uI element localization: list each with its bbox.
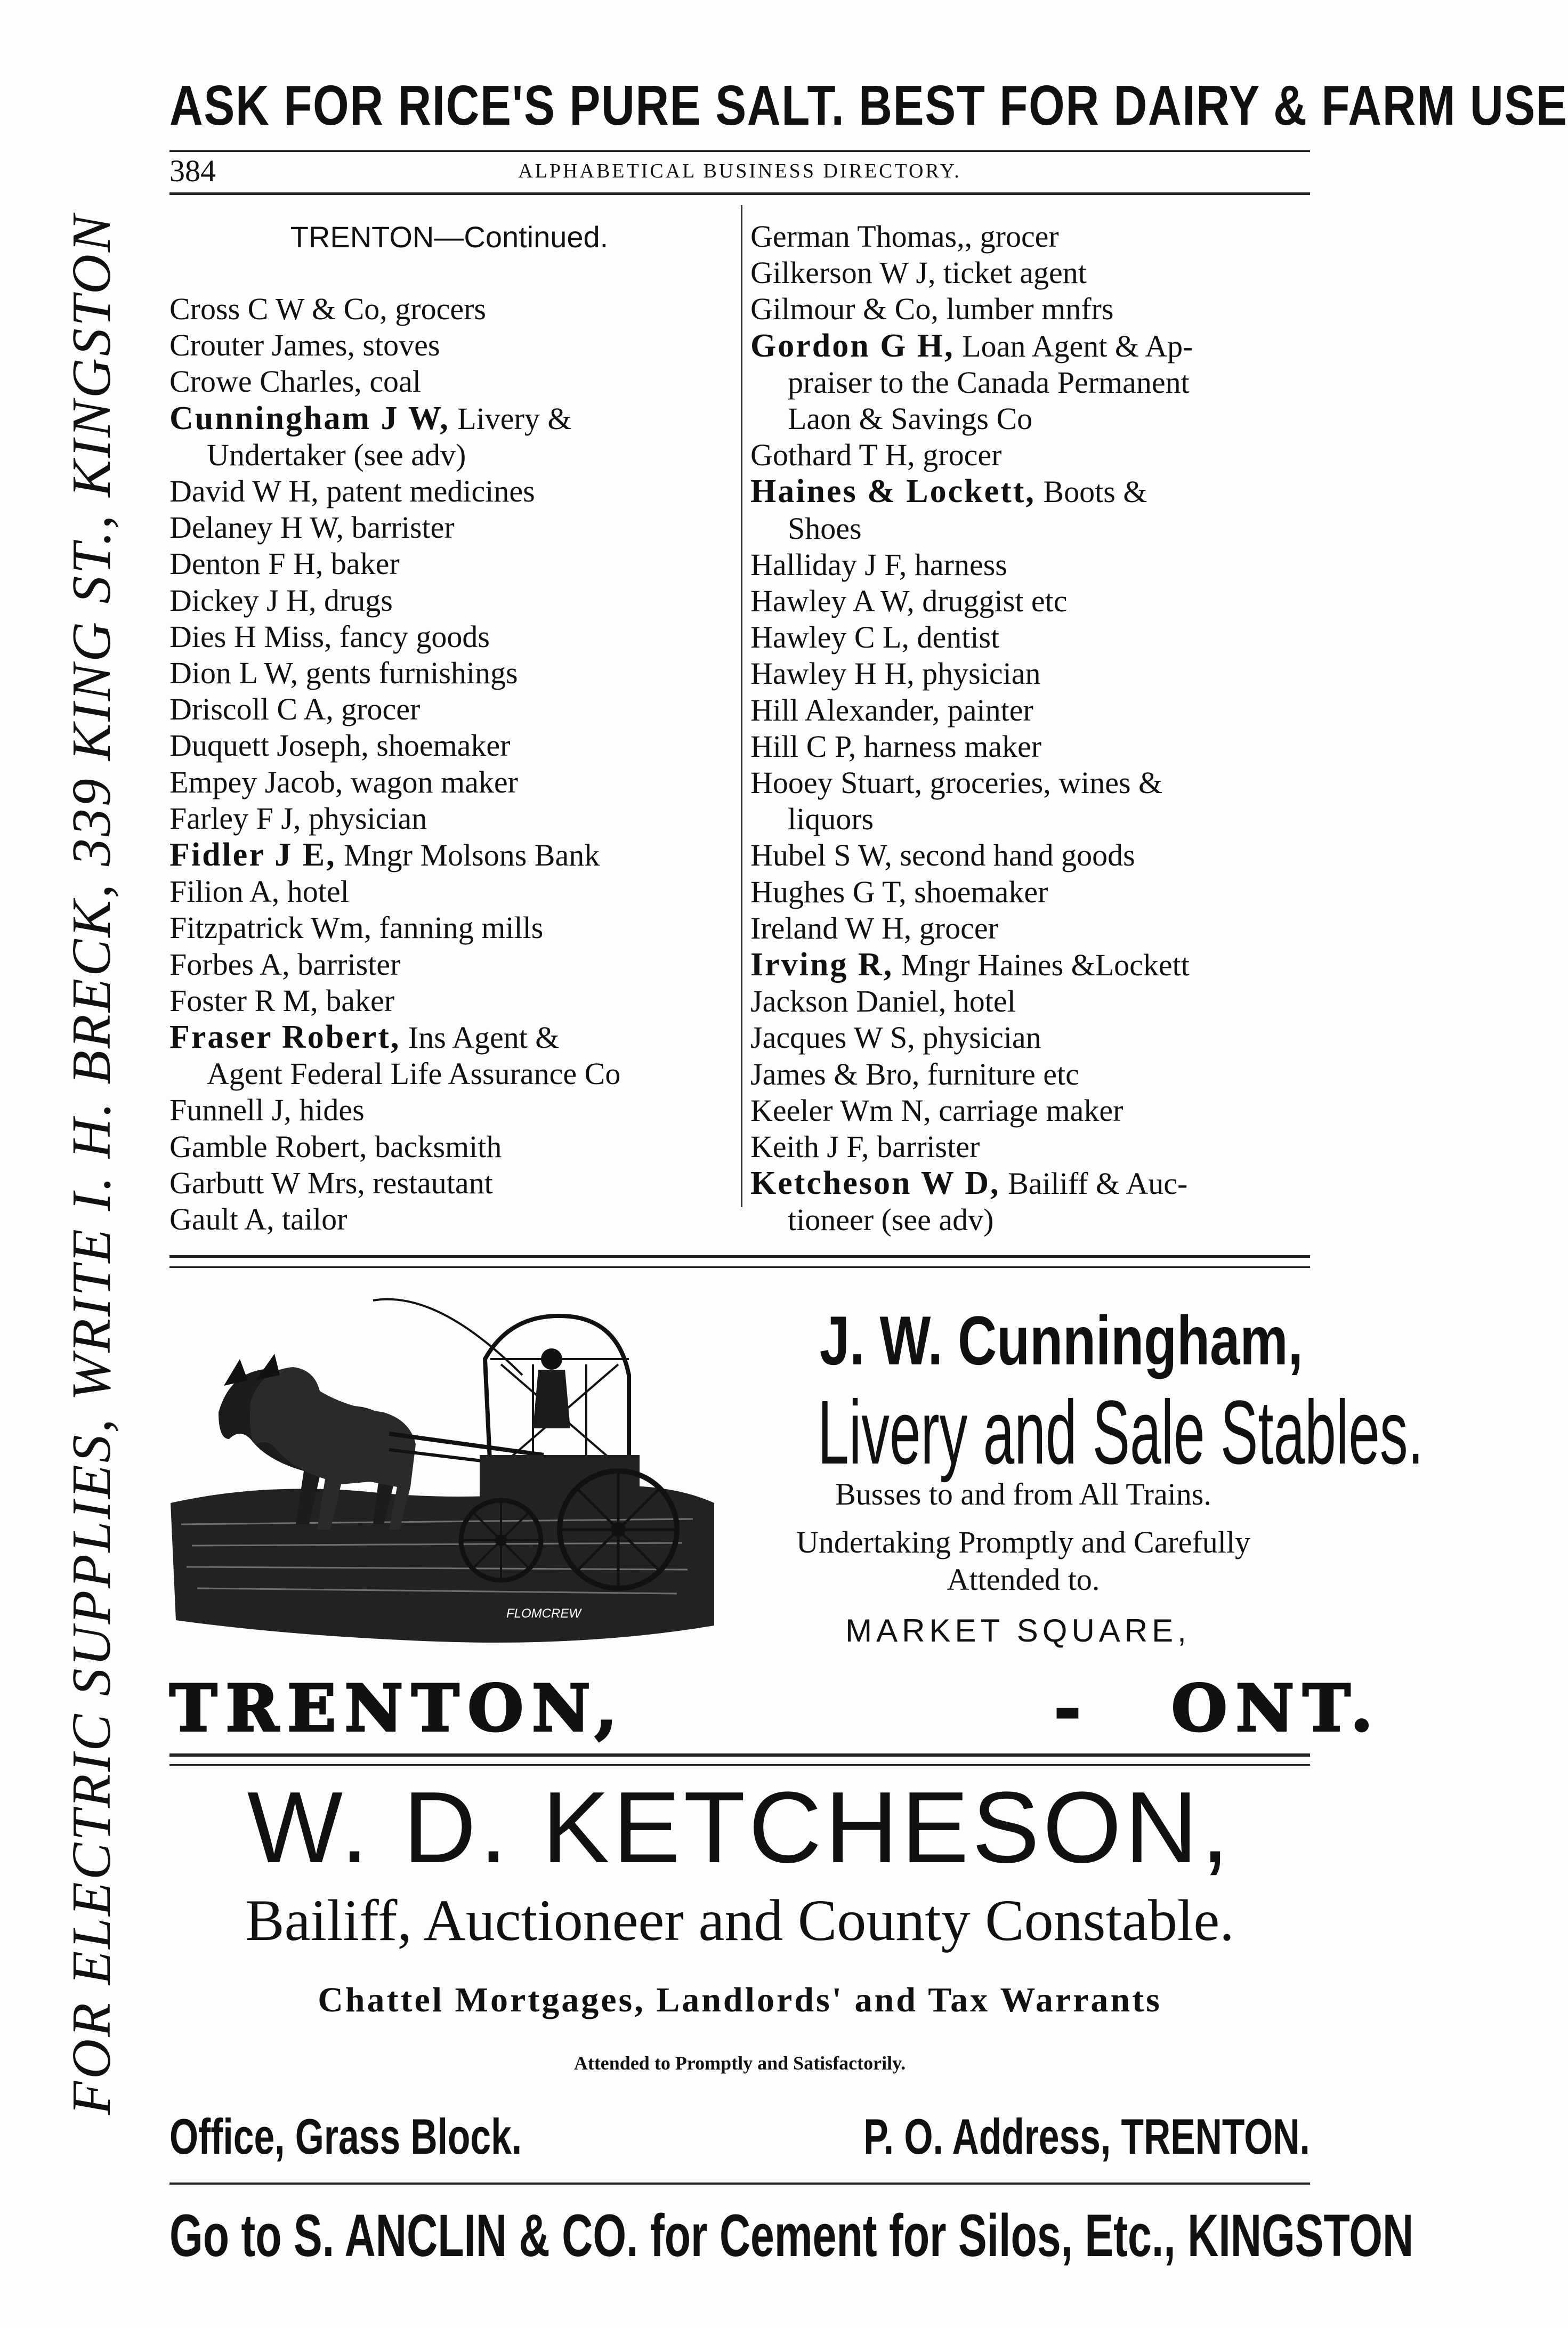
entry-name: Ireland W H, [750,910,912,945]
directory-entry [169,1129,729,1165]
directory-entry [169,983,729,1019]
directory-entry [169,546,729,582]
directory-entry [750,583,1310,619]
ad-separator [169,1753,1310,1766]
bottom-banner: Go to S. ANCLIN & CO. for Cement for Silos, Etc., KINGSTON [169,2202,1414,2269]
entry-business: fanning mills [371,910,544,945]
entry-name: Farley F J, [169,801,301,836]
directory-entry [750,365,1310,401]
entry-business: grocer [333,692,421,727]
directory-entry [169,363,729,400]
province-name: ONT. [1171,1671,1381,1746]
entry-name: Irving R, [750,947,894,983]
entry-business: physician [914,656,1041,691]
directory-entry [169,437,729,473]
entry-business: Loan Agent & Ap- [954,328,1193,363]
entry-business: druggist etc [914,584,1068,619]
entry-business: second hand goods [892,838,1135,873]
entry-name: Haines & Lockett, [750,473,1036,510]
top-banner: ASK FOR RICE'S PURE SALT. BEST FOR DAIRY & FARM USE [169,74,1568,137]
entry-name: Foster R M, [169,983,318,1018]
entry-name: Hill C P, [750,729,856,764]
entry-name: Gamble Robert, [169,1129,367,1164]
cunningham-ad-attended: Attended to. [947,1562,1100,1597]
entry-name: Hawley A W, [750,584,915,619]
entry-business: coal [361,364,421,399]
directory-entry [750,291,1310,327]
entry-business: groceries, wines & [922,765,1163,801]
horse-carriage-engraving [160,1279,720,1652]
entry-name: David W H, [169,474,319,509]
directory-entry [169,728,729,764]
ketcheson-ad-office: Office, Grass Block. [169,2108,522,2164]
ketcheson-ad-attended: Attended to Promptly and Satisfactorily. [573,2052,906,2074]
entry-name: Halliday J F, [750,547,907,582]
entry-name: Funnell J, [169,1093,292,1128]
entry-name: tioneer (see adv) [788,1202,994,1238]
directory-left-column [169,219,729,1238]
entry-business: stoves [354,328,440,363]
entry-name: German Thomas,, [750,219,973,254]
entry-name: Crowe Charles, [169,364,362,399]
ad-separator [169,1255,1310,1268]
directory-entry [169,837,729,874]
entry-name: Hill Alexander, [750,692,940,728]
entry-name: Fraser Robert, [169,1019,401,1056]
entry-business: hides [291,1093,365,1128]
directory-entry [169,473,729,510]
entry-business: painter [940,692,1033,728]
entry-name: Dickey J H, [169,583,317,618]
entry-name: James & Bro, [750,1056,920,1092]
entry-business: barrister [344,510,455,545]
entry-business: shoemaker [368,728,511,763]
entry-business: lumber mnfrs [938,292,1114,327]
entry-name: Hubel S W, [750,838,892,873]
entry-business: Ins Agent & [400,1020,560,1055]
entry-business: barrister [869,1129,980,1165]
entry-name: Filion A, [169,874,280,909]
directory-entry [169,619,729,655]
entry-name: Agent Federal Life Assurance Co [207,1056,621,1092]
entry-business: Mngr Haines &Lockett [893,948,1190,983]
directory-entry [169,1165,729,1201]
entry-name: Duquett Joseph, [169,728,369,763]
entry-business: harness maker [856,729,1042,764]
entry-name: praiser to the Canada Permanent [788,365,1190,400]
directory-entry [169,1201,729,1238]
cunningham-ad-subtitle: Livery and Sale Stables. [818,1382,1424,1483]
engraver-signature: FLOMCREW [506,1606,581,1621]
entry-business: physician [301,801,427,836]
column-divider [741,205,742,1207]
entry-name: Hughes G T, [750,874,907,909]
entry-name: Jackson Daniel, [750,984,947,1019]
directory-entry [750,219,1310,255]
entry-name: Driscoll C A, [169,692,334,727]
directory-entry [169,764,729,801]
entry-business: Livery & [449,401,572,436]
entry-business: dentist [909,620,1000,655]
entry-name: Hawley C L, [750,620,909,655]
entry-business: wagon maker [343,764,518,799]
ketcheson-ad-name: W. D. KETCHESON, [247,1771,1233,1884]
directory-entry [750,801,1310,837]
entry-business: baker [323,546,400,581]
location-dash: - [1054,1671,1089,1746]
directory-entry [169,291,729,327]
cunningham-ad-location [169,1671,1381,1751]
directory-entry [169,400,729,437]
entry-name: Fidler J E, [169,837,336,874]
ketcheson-ad-chattel: Chattel Mortgages, Landlords' and Tax Warrants [318,1981,1162,2019]
entry-business: patent medicines [318,474,535,509]
entry-business: Bailiff & Auc- [1000,1166,1188,1201]
entry-name: Gilmour & Co, [750,292,939,327]
entry-name: Gilkerson W J, [750,255,936,290]
directory-entry [750,874,1310,910]
directory-entry [750,656,1310,692]
cunningham-ad-name: J. W. Cunningham, [819,1302,1303,1379]
cunningham-ad-busses: Busses to and from All Trains. [835,1477,1211,1511]
directory-entry [169,1092,729,1128]
directory-entry [750,1020,1310,1056]
directory-entry [750,473,1310,510]
directory-entry [750,947,1310,983]
directory-entry [750,255,1310,291]
entry-name: Keith J F, [750,1129,869,1165]
directory-entry [169,947,729,983]
entry-business: drugs [316,583,393,618]
directory-entry [169,874,729,910]
directory-entry [750,511,1310,547]
entry-name: Laon & Savings Co [788,401,1033,436]
entry-business: grocer [915,438,1002,473]
directory-entry [750,619,1310,656]
directory-entry [169,655,729,691]
entry-business: furniture etc [919,1056,1079,1092]
directory-entry [750,1129,1310,1165]
directory-entry [169,801,729,837]
directory-entry [169,327,729,363]
directory-entry [750,1056,1310,1093]
page-number: 384 [169,153,216,188]
entry-business: tailor [274,1202,347,1237]
directory-entry [169,910,729,946]
entry-name: Shoes [788,511,862,546]
directory-entry [750,1165,1310,1202]
entry-name: Empey Jacob, [169,764,343,799]
entry-business: ticket agent [935,255,1087,290]
directory-right-column [750,219,1310,1239]
entry-name: Garbutt W Mrs, [169,1165,365,1200]
entry-name: Hooey Stuart, [750,765,923,801]
directory-entry [750,401,1310,437]
directory-entry [169,1019,729,1056]
entry-name: Forbes A, [169,947,290,982]
entry-name: Dies H Miss, [169,619,332,654]
entry-name: Gordon G H, [750,327,955,364]
entry-business: baker [318,983,395,1018]
entry-name: Cross C W & Co, [169,292,387,326]
entry-name: Ketcheson W D, [750,1165,1000,1202]
entry-business: Mngr Molsons Bank [336,838,600,873]
entry-business: shoemaker [906,874,1048,909]
directory-entry [169,583,729,619]
entry-business: grocers [387,292,486,326]
directory-entry [169,510,729,546]
entry-name: Keeler Wm N, [750,1093,931,1128]
directory-entry [750,692,1310,729]
entry-name: Delaney H W, [169,510,344,545]
bottom-rule [169,2182,1310,2185]
directory-entry [169,1056,729,1092]
entry-business: harness [907,547,1007,582]
directory-entry [750,1202,1310,1238]
entry-business: grocer [911,910,998,945]
cunningham-ad-undertaking: Undertaking Promptly and Carefully [796,1525,1251,1559]
entry-business: gents furnishings [298,656,518,691]
entry-business: fancy goods [332,619,490,654]
ketcheson-ad-po-address: P. O. Address, TRENTON. [863,2108,1310,2164]
entry-name: Denton F H, [169,546,324,581]
directory-entry [750,910,1310,947]
side-advert-text: FOR ELECTRIC SUPPLIES, WRITE I. H. BRECK, 339 KING ST., KINGSTON [61,213,122,2115]
entry-business: hotel [279,874,349,909]
directory-entry [750,765,1310,801]
directory-entry [750,983,1310,1020]
cunningham-ad-market: MARKET SQUARE, [845,1613,1191,1648]
directory-entry [750,437,1310,473]
entry-business: grocer [972,219,1059,254]
entry-name: Hawley H H, [750,656,915,691]
entry-business: Boots & [1035,474,1147,510]
page-title: ALPHABETICAL BUSINESS DIRECTORY. [518,160,961,182]
entry-business: restautant [365,1165,493,1200]
entry-business: hotel [946,984,1016,1019]
directory-entry [750,328,1310,365]
page-header [169,150,1310,195]
entry-name: Fitzpatrick Wm, [169,910,372,945]
directory-entry [750,837,1310,874]
section-heading: TRENTON—Continued. [290,220,609,254]
town-name: TRENTON, [169,1671,626,1746]
entry-business: barrister [289,947,401,982]
entry-business: physician [915,1020,1041,1055]
directory-entry [750,729,1310,765]
directory-entry [750,1093,1310,1129]
entry-name: Gault A, [169,1202,274,1237]
entry-name: liquors [788,802,874,837]
ketcheson-ad-subtitle: Bailiff, Auctioneer and County Constable. [245,1888,1234,1953]
entry-name: Cunningham J W, [169,400,450,436]
entry-name: Gothard T H, [750,438,915,473]
entry-name: Jacques W S, [750,1020,915,1055]
entry-name: Crouter James, [169,328,355,363]
entry-business: carriage maker [931,1093,1124,1128]
entry-business: backsmith [367,1129,502,1164]
directory-entry [169,691,729,728]
directory-entry [750,547,1310,583]
entry-name: Dion L W, [169,656,298,691]
entry-name: Undertaker (see adv) [207,437,466,472]
